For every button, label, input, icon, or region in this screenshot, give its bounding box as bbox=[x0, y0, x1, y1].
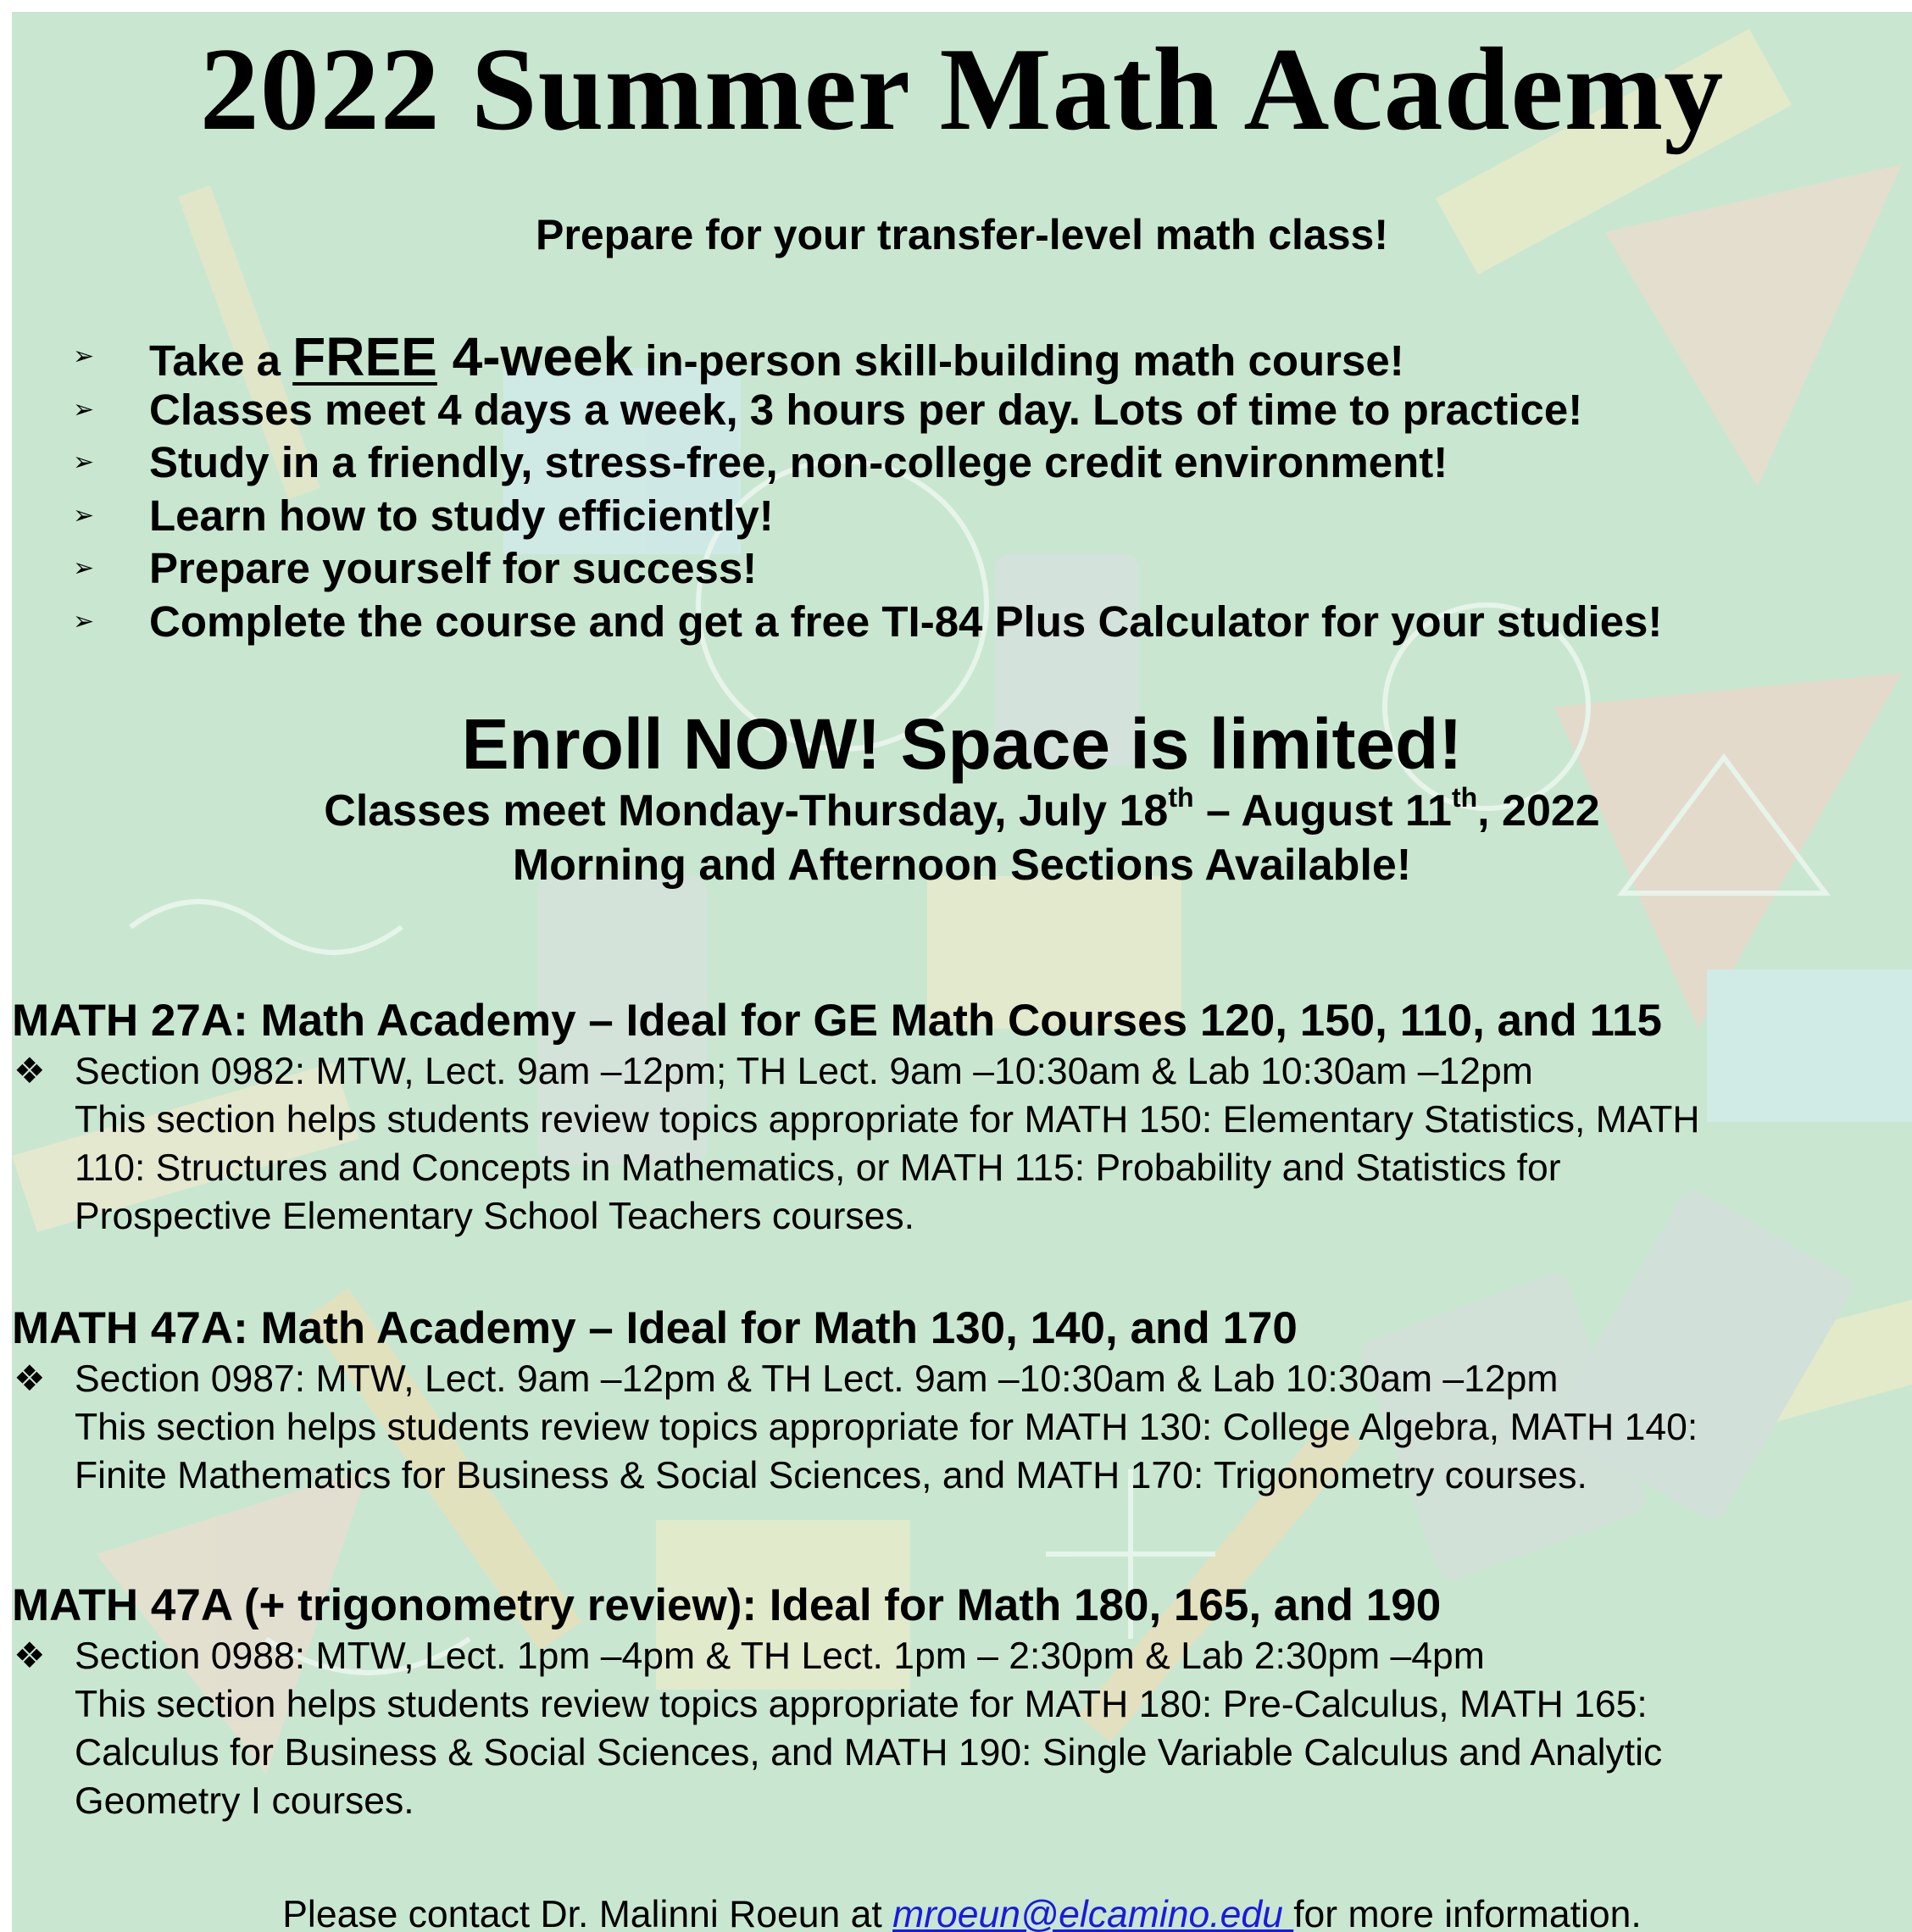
benefit-text: Complete the course and get a free TI-84 Plus Calculator for your studies! bbox=[149, 597, 1663, 646]
benefit-text: Prepare yourself for success! bbox=[149, 544, 758, 592]
course-block bbox=[12, 1302, 1912, 1496]
diamond-bullet-icon: ❖ bbox=[14, 1051, 46, 1091]
ordinal-suffix: th bbox=[1168, 782, 1194, 813]
course-heading: MATH 27A: Math Academy – Ideal for GE Math Courses 120, 150, 110, and 115 bbox=[12, 996, 1662, 1046]
course-block bbox=[12, 1579, 1912, 1822]
ordinal-suffix: th bbox=[1451, 782, 1478, 813]
dates-part: – August 11 bbox=[1193, 786, 1452, 836]
description-line: Prospective Elementary School Teachers courses. bbox=[75, 1196, 915, 1237]
arrow-bullet-icon: ➢ bbox=[73, 607, 95, 636]
course-heading: MATH 47A: Math Academy – Ideal for Math 130, 140, and 170 bbox=[12, 1303, 1298, 1353]
page-title: 2022 Summer Math Academy bbox=[199, 24, 1725, 155]
arrow-bullet-icon: ➢ bbox=[73, 342, 95, 370]
course-block bbox=[12, 995, 1912, 1237]
dates-part: Classes meet Monday-Thursday, July 18 bbox=[324, 786, 1169, 836]
benefit-text: Learn how to study efficiently! bbox=[149, 491, 774, 540]
diamond-bullet-icon: ❖ bbox=[14, 1635, 46, 1675]
flyer-content bbox=[12, 12, 1912, 1932]
contact-text: Please contact Dr. Malinni Roeun at bbox=[282, 1894, 893, 1932]
contact-line bbox=[12, 1891, 1912, 1932]
enroll-heading: Enroll NOW! Space is limited! bbox=[461, 704, 1463, 784]
description-line: This section helps students review topics appropriate for MATH 180: Pre-Calculus, MATH 165: bbox=[75, 1684, 1648, 1725]
arrow-bullet-icon: ➢ bbox=[73, 554, 95, 582]
dates-part: , 2022 bbox=[1477, 786, 1600, 836]
description-line: Geometry I courses. bbox=[75, 1780, 414, 1822]
course-description bbox=[75, 1355, 1912, 1500]
section-schedule: Section 0988: MTW, Lect. 1pm –4pm & TH Lect. 1pm – 2:30pm & Lab 2:30pm –4pm bbox=[75, 1635, 1485, 1677]
benefit-text: Study in a friendly, stress-free, non-college credit environment! bbox=[149, 438, 1448, 486]
course-heading: MATH 47A (+ trigonometry review): Ideal for Math 180, 165, and 190 bbox=[12, 1580, 1442, 1630]
email-link[interactable]: mroeun@elcamino.edu bbox=[892, 1894, 1294, 1932]
arrow-bullet-icon: ➢ bbox=[73, 501, 95, 530]
description-line: 110: Structures and Concepts in Mathematics, or MATH 115: Probability and Statistics for bbox=[75, 1147, 1561, 1189]
course-description bbox=[75, 1047, 1912, 1241]
week-emphasis: 4-week bbox=[436, 326, 634, 387]
diamond-bullet-icon: ❖ bbox=[14, 1358, 46, 1398]
description-line: Calculus for Business & Social Sciences, and MATH 190: Single Variable Calculus and Analytic bbox=[75, 1732, 1663, 1774]
description-line: This section helps students review topics appropriate for MATH 130: College Algebra, MATH 140: bbox=[75, 1407, 1698, 1448]
benefit-text bbox=[149, 326, 1404, 387]
section-schedule: Section 0987: MTW, Lect. 9am –12pm & TH Lect. 9am –10:30am & Lab 10:30am –12pm bbox=[75, 1358, 1559, 1400]
contact-text: for more information. bbox=[1293, 1894, 1642, 1932]
benefit-text-pre: Take a bbox=[149, 336, 293, 385]
description-line: Finite Mathematics for Business & Social Sciences, and MATH 170: Trigonometry courses. bbox=[75, 1455, 1587, 1496]
flyer bbox=[12, 12, 1912, 1932]
section-availability: Morning and Afternoon Sections Available! bbox=[512, 841, 1412, 890]
description-line: This section helps students review topics appropriate for MATH 150: Elementary Statistics, MATH bbox=[75, 1099, 1700, 1141]
benefit-text-post: in-person skill-building math course! bbox=[633, 336, 1404, 385]
arrow-bullet-icon: ➢ bbox=[73, 448, 95, 476]
section-schedule: Section 0982: MTW, Lect. 9am –12pm; TH Lect. 9am –10:30am & Lab 10:30am –12pm bbox=[75, 1051, 1533, 1092]
benefit-text: Classes meet 4 days a week, 3 hours per day. Lots of time to practice! bbox=[149, 385, 1583, 434]
course-description bbox=[75, 1632, 1912, 1825]
subtitle: Prepare for your transfer-level math class! bbox=[536, 211, 1388, 258]
class-dates bbox=[12, 782, 1912, 837]
free-emphasis: FREE bbox=[292, 326, 437, 387]
arrow-bullet-icon: ➢ bbox=[73, 395, 95, 424]
